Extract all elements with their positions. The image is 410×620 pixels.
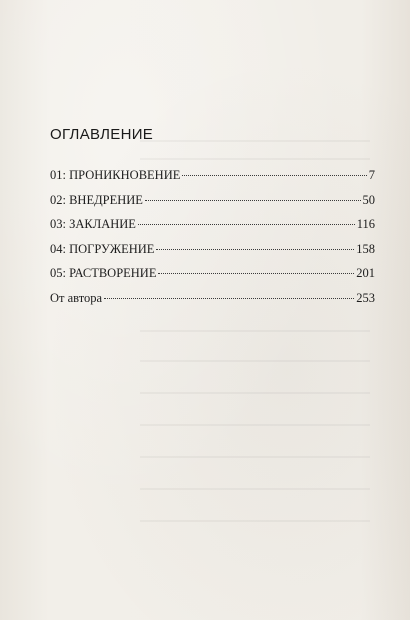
toc-entry-page: 201 xyxy=(356,266,375,281)
toc-entry-label: От автора xyxy=(50,290,103,305)
show-through-line xyxy=(140,392,370,394)
show-through-line xyxy=(140,330,370,332)
show-through-line xyxy=(140,456,370,458)
toc-leader-dots xyxy=(145,200,361,201)
show-through-line xyxy=(140,488,370,490)
toc-entry xyxy=(50,217,375,242)
toc-leader-dots xyxy=(138,224,355,225)
toc-leader-dots xyxy=(104,298,354,299)
show-through-line xyxy=(140,520,370,522)
toc-entry xyxy=(50,242,375,267)
toc-entry-label: 05: РАСТВОРЕНИЕ xyxy=(50,266,157,281)
toc-entry-label: 01: ПРОНИКНОВЕНИЕ xyxy=(50,168,181,182)
show-through-line xyxy=(140,424,370,426)
toc-entry xyxy=(50,193,375,218)
toc-entry-page: 116 xyxy=(356,217,375,232)
show-through-line xyxy=(140,158,370,160)
toc-entry xyxy=(50,291,375,316)
toc-leader-dots xyxy=(182,175,366,176)
toc-entry-label: 04: ПОГРУЖЕНИЕ xyxy=(50,241,155,256)
toc-entry-page: 50 xyxy=(362,192,375,207)
toc-leader-dots xyxy=(156,249,354,250)
toc-entry-page: 7 xyxy=(368,168,375,182)
toc-entry-label: 02: ВНЕДРЕНИЕ xyxy=(50,192,143,207)
toc-entry xyxy=(50,266,375,291)
toc-entry-page: 253 xyxy=(356,290,375,305)
toc-list xyxy=(50,168,375,316)
toc-entry-label: 03: ЗАКЛАНИЕ xyxy=(50,217,136,232)
toc-entry xyxy=(50,168,375,193)
toc-leader-dots xyxy=(158,273,354,274)
show-through-line xyxy=(140,360,370,362)
show-through-line xyxy=(140,140,370,142)
toc-title: ОГЛАВЛЕНИЕ xyxy=(50,126,154,143)
toc-entry-page: 158 xyxy=(356,241,375,256)
